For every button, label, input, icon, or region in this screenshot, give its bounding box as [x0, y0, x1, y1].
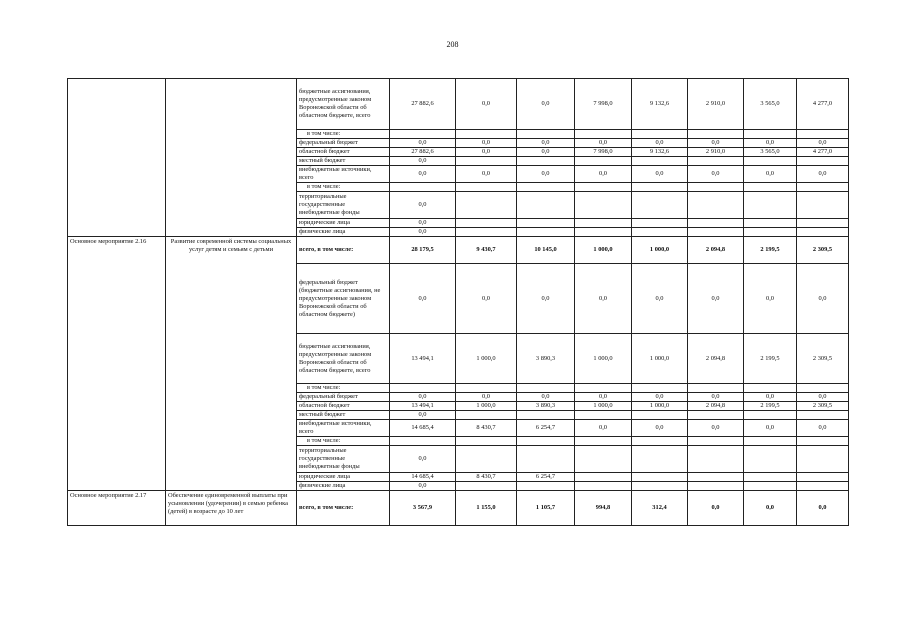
event-title: Обеспечение единовременной выплаты при усыновлении (удочерении) в семью ребенка (детей) в возрасте до 10 лет — [166, 491, 297, 526]
value-cell: 0,0 — [517, 139, 575, 148]
value-cell: 8 430,7 — [456, 420, 517, 437]
value-cell — [517, 183, 575, 192]
value-cell: 0,0 — [575, 420, 632, 437]
value-cell: 0,0 — [632, 166, 688, 183]
value-cell — [632, 228, 688, 237]
value-cell: 0,0 — [390, 411, 456, 420]
page-number: 208 — [446, 40, 459, 49]
value-cell — [575, 228, 632, 237]
value-cell — [797, 411, 849, 420]
value-cell: 1 000,0 — [632, 334, 688, 384]
value-cell — [688, 130, 744, 139]
value-cell — [390, 183, 456, 192]
value-cell: 0,0 — [797, 420, 849, 437]
value-cell — [575, 192, 632, 219]
value-cell: 0,0 — [456, 264, 517, 334]
value-cell — [632, 446, 688, 473]
value-cell: 0,0 — [688, 166, 744, 183]
row-label: юридические лица — [297, 473, 390, 482]
value-cell: 0,0 — [390, 482, 456, 491]
value-cell: 0,0 — [390, 264, 456, 334]
value-cell — [517, 446, 575, 473]
value-cell: 0,0 — [390, 192, 456, 219]
value-cell — [575, 384, 632, 393]
value-cell: 2 094,8 — [688, 334, 744, 384]
value-cell — [797, 228, 849, 237]
value-cell: 4 277,0 — [797, 79, 849, 130]
value-cell — [575, 437, 632, 446]
value-cell — [517, 228, 575, 237]
value-cell: 0,0 — [575, 393, 632, 402]
value-cell — [688, 228, 744, 237]
row-label: бюджетные ассигнования, предусмотренные законом Воронежской области об областном бюджете, всего — [297, 334, 390, 384]
value-cell: 6 254,7 — [517, 473, 575, 482]
value-cell — [632, 473, 688, 482]
value-cell: 0,0 — [688, 420, 744, 437]
row-label: в том числе: — [297, 437, 390, 446]
value-cell — [575, 157, 632, 166]
value-cell: 2 094,8 — [688, 237, 744, 264]
value-cell — [456, 228, 517, 237]
value-cell — [632, 437, 688, 446]
value-cell: 7 998,0 — [575, 79, 632, 130]
value-cell — [390, 384, 456, 393]
value-cell — [797, 473, 849, 482]
value-cell — [744, 437, 797, 446]
value-cell — [390, 437, 456, 446]
value-cell: 1 000,0 — [575, 334, 632, 384]
value-cell — [744, 183, 797, 192]
value-cell — [632, 157, 688, 166]
value-cell — [632, 130, 688, 139]
value-cell: 0,0 — [390, 446, 456, 473]
row-label: территориальные государственные внебюджетные фонды — [297, 446, 390, 473]
value-cell: 9 430,7 — [456, 237, 517, 264]
row-label: в том числе: — [297, 130, 390, 139]
row-label: физические лица — [297, 228, 390, 237]
event-title: Развитие современной системы социальных услуг детям и семьям с детьми — [166, 237, 297, 491]
event-code-cell — [68, 79, 166, 237]
value-cell: 2 309,5 — [797, 402, 849, 411]
value-cell — [688, 384, 744, 393]
value-cell: 0,0 — [632, 420, 688, 437]
value-cell: 13 494,1 — [390, 334, 456, 384]
value-cell: 1 000,0 — [575, 402, 632, 411]
value-cell — [688, 192, 744, 219]
value-cell: 2 309,5 — [797, 237, 849, 264]
value-cell: 0,0 — [575, 139, 632, 148]
value-cell: 0,0 — [632, 393, 688, 402]
row-label: федеральный бюджет (бюджетные ассигнования, не предусмотренные законом Воронежской области об областном бюджете) — [297, 264, 390, 334]
value-cell — [797, 157, 849, 166]
row-label: федеральный бюджет — [297, 393, 390, 402]
value-cell — [797, 482, 849, 491]
value-cell: 2 309,5 — [797, 334, 849, 384]
value-cell: 3 890,3 — [517, 334, 575, 384]
value-cell — [632, 411, 688, 420]
value-cell — [517, 219, 575, 228]
value-cell — [456, 130, 517, 139]
value-cell — [517, 482, 575, 491]
value-cell: 0,0 — [517, 166, 575, 183]
value-cell — [797, 437, 849, 446]
row-label: юридические лица — [297, 219, 390, 228]
row-label: федеральный бюджет — [297, 139, 390, 148]
value-cell: 0,0 — [688, 393, 744, 402]
value-cell — [517, 384, 575, 393]
value-cell: 0,0 — [632, 264, 688, 334]
value-cell — [575, 473, 632, 482]
value-cell: 3 565,0 — [744, 79, 797, 130]
row-label: местный бюджет — [297, 411, 390, 420]
value-cell: 0,0 — [517, 79, 575, 130]
value-cell: 2 199,5 — [744, 334, 797, 384]
value-cell: 7 998,0 — [575, 148, 632, 157]
table-row — [68, 237, 849, 264]
row-label: всего, в том числе: — [297, 237, 390, 264]
value-cell: 14 685,4 — [390, 420, 456, 437]
value-cell: 0,0 — [575, 166, 632, 183]
value-cell — [744, 482, 797, 491]
value-cell — [797, 130, 849, 139]
value-cell — [688, 482, 744, 491]
value-cell: 0,0 — [390, 166, 456, 183]
value-cell: 0,0 — [744, 264, 797, 334]
value-cell: 1 105,7 — [517, 491, 575, 526]
value-cell — [632, 482, 688, 491]
row-label: внебюджетные источники, всего — [297, 166, 390, 183]
row-label: местный бюджет — [297, 157, 390, 166]
row-label: территориальные государственные внебюджетные фонды — [297, 192, 390, 219]
value-cell: 0,0 — [688, 139, 744, 148]
table-row — [68, 79, 849, 130]
value-cell: 0,0 — [390, 228, 456, 237]
value-cell — [517, 192, 575, 219]
value-cell — [456, 157, 517, 166]
value-cell — [797, 446, 849, 473]
value-cell — [456, 446, 517, 473]
value-cell: 0,0 — [456, 166, 517, 183]
value-cell — [456, 437, 517, 446]
value-cell: 3 567,9 — [390, 491, 456, 526]
row-label: в том числе: — [297, 384, 390, 393]
value-cell — [744, 446, 797, 473]
value-cell — [575, 183, 632, 192]
value-cell: 0,0 — [797, 393, 849, 402]
value-cell: 1 000,0 — [575, 237, 632, 264]
value-cell: 4 277,0 — [797, 148, 849, 157]
budget-table — [67, 78, 849, 526]
value-cell: 0,0 — [797, 491, 849, 526]
value-cell — [632, 384, 688, 393]
value-cell — [688, 157, 744, 166]
row-label: бюджетные ассигнования, предусмотренные законом Воронежской области об областном бюджете, всего — [297, 79, 390, 130]
value-cell — [575, 411, 632, 420]
value-cell: 0,0 — [575, 264, 632, 334]
value-cell — [632, 192, 688, 219]
value-cell: 14 685,4 — [390, 473, 456, 482]
value-cell: 994,8 — [575, 491, 632, 526]
value-cell: 0,0 — [517, 148, 575, 157]
value-cell — [575, 446, 632, 473]
value-cell: 0,0 — [456, 393, 517, 402]
value-cell — [744, 192, 797, 219]
value-cell: 0,0 — [797, 264, 849, 334]
value-cell: 0,0 — [390, 393, 456, 402]
value-cell: 0,0 — [632, 139, 688, 148]
value-cell: 13 494,1 — [390, 402, 456, 411]
value-cell — [517, 411, 575, 420]
value-cell: 0,0 — [797, 139, 849, 148]
value-cell: 27 882,6 — [390, 148, 456, 157]
value-cell — [390, 130, 456, 139]
value-cell: 0,0 — [517, 393, 575, 402]
value-cell: 0,0 — [744, 166, 797, 183]
event-code: Основное мероприятие 2.17 — [68, 491, 166, 526]
value-cell — [456, 384, 517, 393]
value-cell — [688, 437, 744, 446]
value-cell — [456, 411, 517, 420]
value-cell — [456, 192, 517, 219]
value-cell: 2 199,5 — [744, 237, 797, 264]
value-cell: 1 000,0 — [632, 237, 688, 264]
value-cell — [797, 192, 849, 219]
value-cell — [797, 219, 849, 228]
value-cell: 6 254,7 — [517, 420, 575, 437]
value-cell: 9 132,6 — [632, 79, 688, 130]
value-cell — [688, 473, 744, 482]
value-cell: 0,0 — [797, 166, 849, 183]
value-cell — [744, 384, 797, 393]
value-cell: 2 910,0 — [688, 79, 744, 130]
row-label: физические лица — [297, 482, 390, 491]
value-cell: 0,0 — [744, 139, 797, 148]
value-cell: 0,0 — [744, 420, 797, 437]
value-cell: 0,0 — [744, 491, 797, 526]
value-cell — [632, 219, 688, 228]
value-cell: 0,0 — [456, 79, 517, 130]
value-cell — [744, 473, 797, 482]
value-cell — [456, 482, 517, 491]
value-cell: 1 000,0 — [632, 402, 688, 411]
value-cell: 2 199,5 — [744, 402, 797, 411]
value-cell — [744, 130, 797, 139]
event-code: Основное мероприятие 2.16 — [68, 237, 166, 491]
value-cell — [575, 482, 632, 491]
value-cell: 1 155,0 — [456, 491, 517, 526]
value-cell: 0,0 — [390, 157, 456, 166]
row-label: внебюджетные источники, всего — [297, 420, 390, 437]
value-cell: 10 145,0 — [517, 237, 575, 264]
value-cell — [688, 183, 744, 192]
value-cell — [575, 219, 632, 228]
value-cell: 312,4 — [632, 491, 688, 526]
value-cell — [744, 157, 797, 166]
value-cell: 0,0 — [688, 491, 744, 526]
value-cell — [456, 219, 517, 228]
row-label: областной бюджет — [297, 148, 390, 157]
value-cell: 8 430,7 — [456, 473, 517, 482]
value-cell: 28 179,5 — [390, 237, 456, 264]
table-row — [68, 491, 849, 526]
value-cell — [744, 219, 797, 228]
value-cell — [744, 411, 797, 420]
row-label: областной бюджет — [297, 402, 390, 411]
value-cell: 0,0 — [456, 139, 517, 148]
value-cell: 2 094,8 — [688, 402, 744, 411]
value-cell: 3 890,3 — [517, 402, 575, 411]
value-cell: 0,0 — [688, 264, 744, 334]
value-cell — [517, 437, 575, 446]
value-cell — [575, 130, 632, 139]
event-title-cell — [166, 79, 297, 237]
value-cell: 1 000,0 — [456, 334, 517, 384]
value-cell — [688, 219, 744, 228]
value-cell: 27 882,6 — [390, 79, 456, 130]
value-cell — [517, 157, 575, 166]
value-cell — [456, 183, 517, 192]
value-cell — [797, 384, 849, 393]
value-cell: 0,0 — [390, 139, 456, 148]
value-cell — [688, 446, 744, 473]
row-label: всего, в том числе: — [297, 491, 390, 526]
value-cell: 0,0 — [744, 393, 797, 402]
value-cell: 0,0 — [390, 219, 456, 228]
value-cell — [797, 183, 849, 192]
value-cell — [744, 228, 797, 237]
value-cell — [688, 411, 744, 420]
value-cell — [517, 130, 575, 139]
value-cell: 3 565,0 — [744, 148, 797, 157]
value-cell: 9 132,6 — [632, 148, 688, 157]
value-cell — [632, 183, 688, 192]
row-label: в том числе: — [297, 183, 390, 192]
value-cell: 0,0 — [456, 148, 517, 157]
value-cell: 2 910,0 — [688, 148, 744, 157]
value-cell: 0,0 — [517, 264, 575, 334]
value-cell: 1 000,0 — [456, 402, 517, 411]
